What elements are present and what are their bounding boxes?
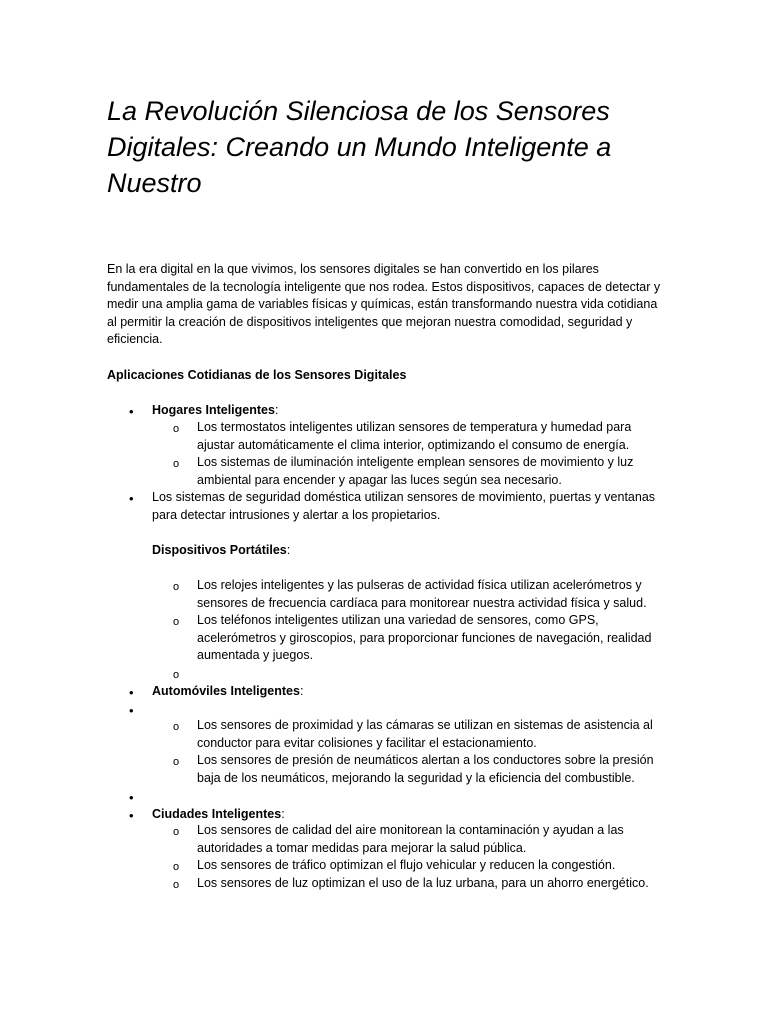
section-heading: Aplicaciones Cotidianas de los Sensores Digitales [107, 368, 407, 382]
list-item-hogares [152, 402, 662, 420]
bullet-hogares: • [129, 404, 134, 419]
list-item: Los sensores de proximidad y las cámaras se utilizan en sistemas de asistencia al conductor para evitar colisiones y facilitar el estacionamiento. [197, 718, 653, 750]
list-item: Los sistemas de iluminación inteligente emplean sensores de movimiento y luz ambiental para encender y apagar las luces según sea necesario. [197, 455, 634, 487]
sub-bullet-empty: o [173, 669, 180, 681]
intro-paragraph: En la era digital en la que vivimos, los sensores digitales se han convertido en los pilares fundamentales de la tecnología inteligente que nos rodea. Estos dispositivos, capaces de detectar y medir una amplia gama de variables físicas y químicas, están transformando nuestra vida cotidiana al permitir la creación de dispositivos inteligentes que mejoran nuestra comodidad, seguridad y eficiencia. [107, 262, 661, 346]
label-automoviles: Automóviles Inteligentes [152, 684, 300, 698]
list-item: Los sensores de calidad del aire monitorean la contaminación y ayudan a las autoridades a tomar medidas para mejorar la salud pública. [197, 823, 624, 855]
label-dispositivos-line [152, 542, 662, 560]
label-suffix: : [274, 403, 279, 417]
list-item-automoviles [152, 683, 662, 701]
list-item: Los teléfonos inteligentes utilizan una variedad de sensores, como GPS, acelerómetros y giroscopios, para proporcionar funciones de navegación, realidad aumentada y juegos. [197, 613, 652, 662]
label-suffix: : [286, 543, 291, 557]
list-item: Los sensores de luz optimizan el uso de la luz urbana, para un ahorro energético. [197, 876, 649, 890]
bullet-automoviles: • [129, 685, 134, 700]
sub-bullet: o [173, 756, 180, 768]
list-item-ciudades [152, 806, 662, 824]
sub-bullet: o [173, 861, 180, 873]
bullet-seguridad: • [129, 491, 134, 506]
bullet-empty: • [129, 703, 134, 718]
list-item: Los termostatos inteligentes utilizan sensores de temperatura y humedad para ajustar automáticamente el clima interior, optimizando el consumo de energía. [197, 420, 632, 452]
sub-bullet: o [173, 458, 180, 470]
bullet-empty: • [129, 790, 134, 805]
list-item: Los relojes inteligentes y las pulseras de actividad física utilizan acelerómetros y sensores de frecuencia cardíaca para monitorear nuestra actividad física y salud. [197, 578, 647, 610]
label-dispositivos: Dispositivos Portátiles [152, 543, 287, 557]
label-suffix: : [299, 684, 304, 698]
sub-bullet: o [173, 616, 180, 628]
list-item: Los sensores de tráfico optimizan el flujo vehicular y reducen la congestión. [197, 858, 616, 872]
bullet-ciudades: • [129, 808, 134, 823]
label-hogares: Hogares Inteligentes [152, 403, 275, 417]
sub-bullet: o [173, 826, 180, 838]
sub-bullet: o [173, 879, 180, 891]
label-ciudades: Ciudades Inteligentes [152, 807, 282, 821]
label-suffix: : [281, 807, 285, 821]
page-title: La Revolución Silenciosa de los Sensores Digitales: Creando un Mundo Inteligente a Nuestro [107, 96, 612, 198]
list-item-seguridad: Los sistemas de seguridad doméstica utilizan sensores de movimiento, puertas y ventanas para detectar intrusiones y alertar a los propietarios. [152, 490, 656, 522]
sub-bullet: o [173, 721, 180, 733]
list-item: Los sensores de presión de neumáticos alertan a los conductores sobre la presión baja de los neumáticos, mejorando la seguridad y la eficiencia del combustible. [197, 753, 654, 785]
sub-bullet: o [173, 581, 180, 593]
sub-bullet: o [173, 423, 180, 435]
